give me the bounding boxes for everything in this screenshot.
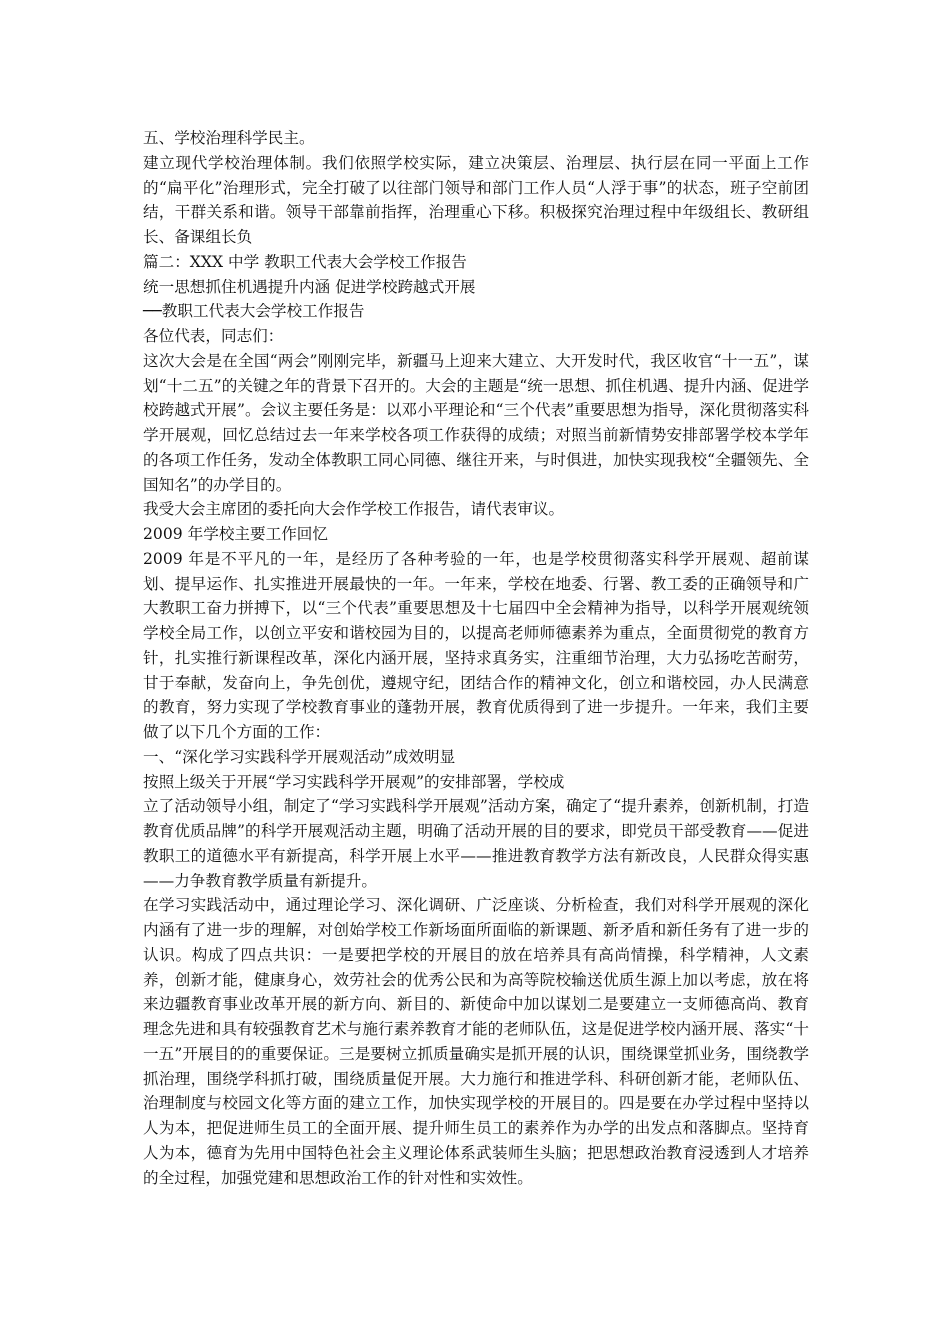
body-paragraph: 2009 年是不平凡的一年，是经历了各种考验的一年，也是学校贯彻落实科学开展观、超前谋划、提早运作、扎实推进开展最快的一年。一年来，学校在地委、行署、教工委的正确领导和广大教职工奋力拼搏下，以“三个代表”重要思想及十七届四中全会精神为指导，以科学开展观统领学校全局工作，以创立平安和谐校园为目的，以提高老师师德素养为重点，全面贯彻党的教育方针，扎实推行新课程改革，深化内涵开展，坚持求真务实，注重细节治理，大力弘扬吃苦耐劳，甘于奉献，发奋向上，争先创优，遵规守纪，团结合作的精神文化，创立和谐校园，办人民满意的教育，努力实现了学校教育事业的蓬勃开展，教育优质得到了进一步提升。一年来，我们主要做了以下几个方面的工作： [143,549,809,741]
section-heading: 五、学校治理科学民主。 [143,129,315,147]
salutation: 各位代表，同志们： [143,327,284,345]
section-heading: 2009 年学校主要工作回忆 [143,525,328,543]
report-title: 统一思想抓住机遇提升内涵 促进学校跨越式开展 [143,277,476,296]
article-title: 篇二：XXX 中学 教职工代表大会学校工作报告 [143,252,467,271]
body-paragraph: 按照上级关于开展“学习实践科学开展观”的安排部署，学校成 [143,772,565,791]
body-paragraph: 在学习实践活动中，通过理论学习、深化调研、广泛座谈、分析检查，我们对科学开展观的深化内涵有了进一步的理解，对创始学校工作新场面所面临的新课题、新矛盾和新任务有了进一步的认识。构成了四点共识：一是要把学校的开展目的放在培养具有高尚情操，科学精神，人文素养，创新才能，健康身心，效劳社会的优秀公民和为高等院校输送优质生源上加以考虑，放在将来边疆教育事业改革开展的新方向、新目的、新使命中加以谋划二是要建立一支师德高尚、教育理念先进和具有较强教育艺术与施行素养教育才能的老师队伍，这是促进学校内涵开展、落实“十一五”开展目的的重要保证。三是要树立抓质量确实是抓开展的认识，围绕课堂抓业务，围绕教学抓治理，围绕学科抓打破，围绕质量促开展。大力施行和推进学科、科研创新才能，老师队伍、治理制度与校园文化等方面的建立工作，加快实现学校的开展目的。四是要在办学过程中坚持以人为本，把促进师生员工的全面开展、提升师生员工的素养作为办学的出发点和落脚点。坚持育人为本，德育为先用中国特色社会主义理论体系武装师生头脑；把思想政治教育浸透到人才培养的全过程，加强党建和思想政治工作的针对性和实效性。 [143,896,809,1187]
section-heading: 一、“深化学习实践科学开展观活动”成效明显 [143,747,456,766]
document-body [143,126,809,1190]
body-paragraph: 我受大会主席团的委托向大会作学校工作报告，请代表审议。 [143,500,565,519]
body-paragraph: 立了活动领导小组，制定了“学习实践科学开展观”活动方案，确定了“提升素养，创新机制，打造教育优质品牌”的科学开展观活动主题，明确了活动开展的目的要求，即党员干部受教育——促进教职工的道德水平有新提高，科学开展上水平——推进教育教学方法有新改良，人民群众得实惠——力争教育教学质量有新提升。 [143,797,809,890]
body-paragraph: 建立现代学校治理体制。我们依照学校实际，建立决策层、治理层、执行层在同一平面上工作的“扁平化”治理形式，完全打破了以往部门领导和部门工作人员“人浮于事”的状态，班子空前团结，干群关系和谐。领导干部靠前指挥，治理重心下移。积极探究治理过程中年级组长、教研组长、备课组长负 [143,153,809,246]
body-paragraph: 这次大会是在全国“两会”刚刚完毕，新疆马上迎来大建立、大开发时代，我区收官“十一五”，谋划“十二五”的关键之年的背景下召开的。大会的主题是“统一思想、抓住机遇、提升内涵、促进学校跨越式开展”。会议主要任务是：以邓小平理论和“三个代表”重要思想为指导，深化贯彻落实科学开展观，回忆总结过去一年来学校各项工作获得的成绩；对照当前新情势安排部署学校本学年的各项工作任务，发动全体教职工同心同德、继往开来，与时俱进，加快实现我校“全疆领先、全国知名”的办学目的。 [143,351,809,494]
report-subtitle: ──教职工代表大会学校工作报告 [143,302,365,321]
